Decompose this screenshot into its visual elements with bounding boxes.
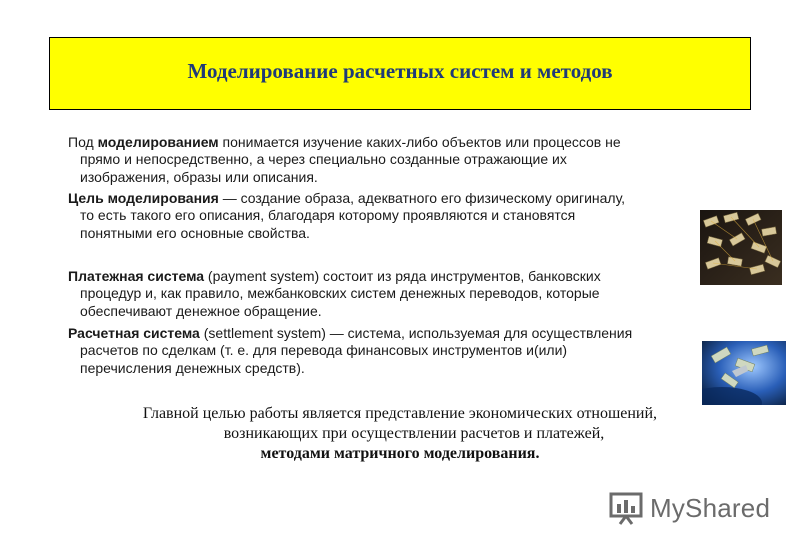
p2-first-rest: — создание образа, адекватного его физическому оригиналу, bbox=[218, 190, 626, 206]
p2-line-2: то есть такого его описания, благодаря которому проявляются и становятся bbox=[80, 207, 576, 224]
p2-line-3: понятными его основные свойства. bbox=[80, 224, 310, 241]
p3-line-2: процедур и, как правило, межбанковских систем денежных переводов, которые bbox=[80, 285, 600, 302]
paragraph-modeling bbox=[68, 134, 728, 186]
p4-term: Расчетная система bbox=[68, 325, 200, 341]
conclusion-line-1: Главной целью работы является представление экономических отношений, bbox=[142, 405, 658, 422]
p1-term: моделированием bbox=[97, 134, 219, 150]
p3-term: Платежная система bbox=[68, 268, 205, 284]
p1-first-rest: понимается изучение каких-либо объектов или процессов не bbox=[218, 134, 621, 150]
paragraph-settlement-system bbox=[68, 325, 728, 377]
conclusion-block bbox=[50, 404, 750, 464]
p1-line-3: изображения, образы или описания. bbox=[80, 168, 318, 185]
p1-line-2: прямо и непосредственно, а через специально созданные отражающие их bbox=[80, 151, 567, 168]
p2-term: Цель моделирования bbox=[68, 190, 219, 206]
p4-first-rest: (settlement system) — система, используемая для осуществления bbox=[199, 325, 633, 341]
paragraph-payment-system bbox=[68, 268, 728, 320]
paragraph-goal bbox=[68, 190, 728, 242]
title-banner bbox=[49, 37, 751, 110]
myshared-logo bbox=[608, 488, 778, 528]
presentation-board-icon bbox=[608, 491, 644, 525]
p3-line-3: обеспечивают денежное обращение. bbox=[80, 302, 322, 319]
conclusion-line-2: возникающих при осуществлении расчетов и платежей, bbox=[223, 425, 605, 442]
page-title: Моделирование расчетных систем и методов bbox=[187, 59, 613, 83]
p1-lead: Под bbox=[68, 134, 98, 150]
flying-money-image bbox=[702, 341, 786, 405]
conclusion-line-3: методами матричного моделирования. bbox=[260, 445, 540, 462]
p4-line-3: перечисления денежных средств). bbox=[80, 359, 305, 376]
p3-first-rest: (payment system) состоит из ряда инструментов, банковских bbox=[204, 268, 601, 284]
p4-line-2: расчетов по сделкам (т. е. для перевода финансовых инструментов и(или) bbox=[80, 342, 568, 359]
money-network-image bbox=[700, 210, 782, 285]
logo-text: MyShared bbox=[650, 492, 771, 523]
